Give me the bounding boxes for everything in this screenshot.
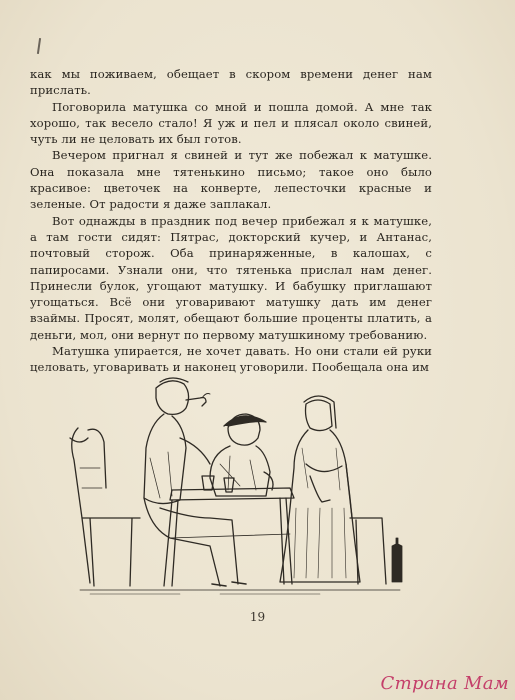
paragraph-4: Вот однажды в праздник под вечер прибежал я к матушке, а там гости сидят: Пятрас, докторский кучер, и Антанас, почтовый сторож. Оба принаряженные, в калошах, с папиросами. Узнали они, что тятенька прислал нам денег. Принесли булок, угощают матушку. И бабушку приглашают угощаться. Всё они уговаривают матушку дать им денег взаймы. Просят, молят, обещают большие проценты платить, а деньги, мол, они вернут по первому матушкиному требованию. (30, 213, 432, 342)
paragraph-1: как мы поживаем, обещает в скором времени денег нам прислать. (30, 67, 432, 98)
page-number: 19 (249, 610, 266, 624)
illustration-people-at-table (60, 368, 420, 600)
paragraph-5: Матушка упирается, не хочет давать. Но они стали ей руки целовать, уговаривать и наконец уговорили. Пообещала она им (30, 344, 432, 375)
pencil-mark (37, 38, 41, 54)
paragraph-3: Вечером пригнал я свиней и тут же побежал к матушке. Она показала мне тятенькино письмо; такое оно было красивое: цветочек на конверте, лепесточки красные и зеленые. От радости я даже заплакал. (30, 148, 432, 212)
site-watermark (381, 673, 510, 694)
watermark-text: Страна Мам (380, 673, 509, 694)
body-text (30, 66, 432, 376)
paragraph-2: Поговорила матушка со мной и пошла домой. А мне так хорошо, так весело стало! Я уж и пел и плясал около свиней, чуть ли не целовать их был готов. (30, 99, 432, 147)
